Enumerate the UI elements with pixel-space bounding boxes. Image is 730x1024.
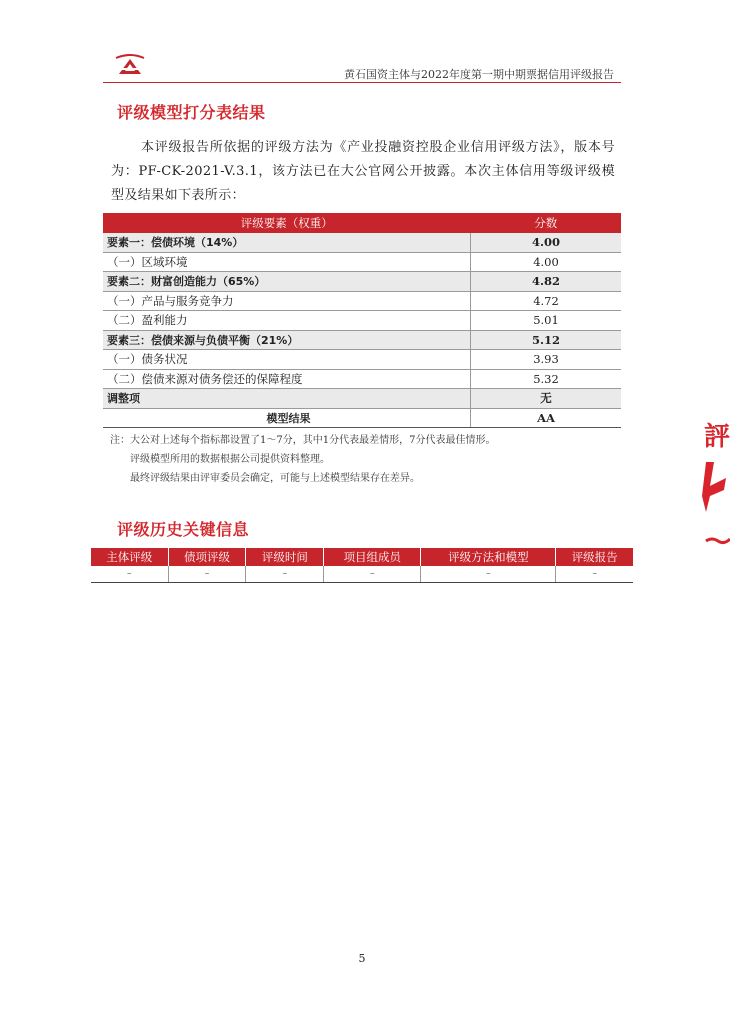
history-cell: – xyxy=(421,566,556,583)
table-row xyxy=(103,252,621,272)
seal-stamp-fragment: 評 xyxy=(704,422,730,452)
model-result-score: AA xyxy=(471,408,622,428)
section-title-model-results: 评级模型打分表结果 xyxy=(117,103,266,122)
history-cell: – xyxy=(168,566,246,583)
header-title: 黄石国资主体与2022年度第一期中期票据信用评级报告 xyxy=(344,68,614,81)
seal-stamp-bar-icon xyxy=(706,535,730,545)
note-line: 评级模型所用的数据根据公司提供资料整理。 xyxy=(130,454,330,465)
note-line: 最终评级结果由评审委员会确定，可能与上述模型结果存在差异。 xyxy=(130,473,420,484)
intro-paragraph xyxy=(111,136,615,208)
factor-label: （二）偿债来源对债务偿还的保障程度 xyxy=(103,369,471,389)
factor-score: 4.00 xyxy=(471,252,622,272)
header-team-members: 项目组成员 xyxy=(324,548,421,566)
header-method-model: 评级方法和模型 xyxy=(421,548,556,566)
header-score: 分数 xyxy=(471,213,622,233)
factor-label: （一）债务状况 xyxy=(103,350,471,370)
header-bond-rating: 债项评级 xyxy=(168,548,246,566)
seal-stamp-icon xyxy=(700,456,730,516)
table-row xyxy=(103,389,621,409)
factor-label: （一）产品与服务竞争力 xyxy=(103,291,471,311)
header-divider xyxy=(103,82,621,83)
table-row xyxy=(103,408,621,428)
table-row xyxy=(103,291,621,311)
score-table xyxy=(103,213,621,428)
factor-score: 5.01 xyxy=(471,311,622,331)
table-row xyxy=(103,233,621,252)
rating-history-table xyxy=(91,548,633,583)
history-cell: – xyxy=(324,566,421,583)
history-cell: – xyxy=(556,566,633,583)
table-notes xyxy=(110,431,495,488)
header-rating-report: 评级报告 xyxy=(556,548,633,566)
history-cell: – xyxy=(246,566,324,583)
factor-score: 3.93 xyxy=(471,350,622,370)
header-factor: 评级要素（权重） xyxy=(103,213,471,233)
factor-score: 5.32 xyxy=(471,369,622,389)
dagong-logo-icon xyxy=(112,54,148,76)
table-row xyxy=(103,330,621,350)
history-cell: – xyxy=(91,566,168,583)
table-row xyxy=(103,311,621,331)
table-row xyxy=(103,350,621,370)
score-table-header xyxy=(103,213,621,233)
header-issuer-rating: 主体评级 xyxy=(91,548,168,566)
factor-label: 要素三：偿债来源与负债平衡（21%） xyxy=(103,330,471,350)
factor-score: 5.12 xyxy=(471,330,622,350)
section-title-rating-history: 评级历史关键信息 xyxy=(117,520,250,539)
factor-label: （一）区域环境 xyxy=(103,252,471,272)
factor-score: 4.82 xyxy=(471,272,622,292)
table-row xyxy=(91,566,633,583)
factor-score: 4.72 xyxy=(471,291,622,311)
model-result-label: 模型结果 xyxy=(103,408,471,428)
table-row xyxy=(103,369,621,389)
intro-paragraph-text: 本评级报告所依据的评级方法为《产业投融资控股企业信用评级方法》，版本号为：PF-CK-2021-V.3.1，该方法已在大公官网公开披露。本次主体信用等级评级模型及结果如下表所示： xyxy=(111,140,615,203)
table-row xyxy=(103,272,621,292)
page-number: 5 xyxy=(358,952,366,965)
header-rating-date: 评级时间 xyxy=(246,548,324,566)
note-line: 注：大公对上述每个指标都设置了1～7分，其中1分代表最差情形，7分代表最佳情形。 xyxy=(110,435,496,446)
factor-label: 要素一：偿债环境（14%） xyxy=(103,233,471,252)
factor-label: 调整项 xyxy=(103,389,471,409)
factor-score: 4.00 xyxy=(471,233,622,252)
factor-score: 无 xyxy=(471,389,622,409)
factor-label: 要素二：财富创造能力（65%） xyxy=(103,272,471,292)
factor-label: （二）盈利能力 xyxy=(103,311,471,331)
history-table-header xyxy=(91,548,633,566)
